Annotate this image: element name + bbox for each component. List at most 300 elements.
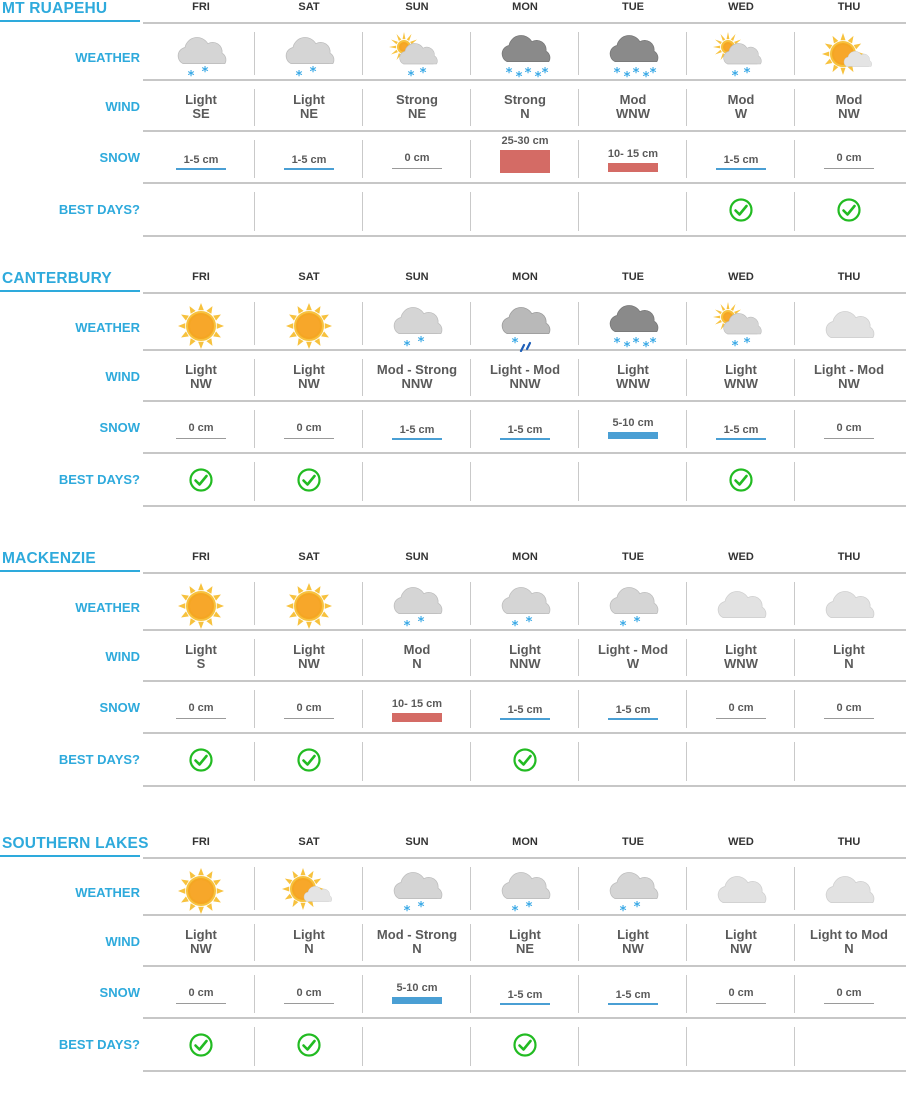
- snow-amount-bar: [608, 163, 658, 172]
- row-divider: [143, 732, 906, 734]
- check-icon: [513, 1033, 537, 1057]
- region-title: MACKENZIE: [2, 550, 96, 567]
- snow-row-label: SNOW: [99, 420, 140, 435]
- check-icon: [837, 198, 861, 222]
- snow-amount: 0 cm: [296, 422, 322, 434]
- wind-direction: NW: [298, 656, 320, 671]
- svg-text:*: *: [534, 70, 542, 82]
- column-divider: [362, 1027, 363, 1066]
- column-divider: [686, 302, 687, 345]
- row-divider: [143, 680, 906, 682]
- day-label: SUN: [405, 551, 429, 563]
- snow-amount-bar: [284, 718, 334, 719]
- snow-amount: 5-10 cm: [612, 417, 654, 429]
- check-icon: [297, 748, 321, 772]
- svg-text:*: *: [407, 69, 415, 82]
- day-label: THU: [837, 1, 861, 13]
- column-divider: [254, 867, 255, 910]
- wind-direction: NW: [190, 941, 212, 956]
- row-divider: [143, 182, 906, 184]
- svg-text:*: *: [743, 336, 751, 351]
- column-divider: [794, 1027, 795, 1066]
- wind-strength: Light: [725, 927, 757, 942]
- check-icon: [189, 468, 213, 492]
- column-divider: [578, 582, 579, 625]
- region-section: [0, 0, 910, 260]
- snow-amount: 0 cm: [836, 422, 862, 434]
- day-label: THU: [837, 271, 861, 283]
- snow-amount: 0 cm: [728, 702, 754, 714]
- snow-amount-bar: [608, 1003, 658, 1005]
- weather-row-label: WEATHER: [75, 50, 140, 65]
- wind-row-label: WIND: [105, 934, 140, 949]
- wind-direction: NE: [299, 106, 319, 121]
- cloud-light-snow-icon: [603, 867, 663, 917]
- svg-text:*: *: [295, 69, 303, 82]
- cloud-light-snow-icon: [387, 867, 447, 917]
- day-label: MON: [512, 1, 538, 13]
- svg-text:*: *: [632, 66, 640, 81]
- sun-cloud-snow-icon: [387, 32, 447, 82]
- cloud-icon: [711, 867, 771, 917]
- sun-cloud-icon: [819, 32, 879, 82]
- column-divider: [362, 192, 363, 231]
- column-divider: [794, 192, 795, 231]
- svg-text:*: *: [511, 619, 519, 632]
- region-title-underline: [0, 855, 140, 857]
- snow-amount: 1-5 cm: [507, 989, 543, 1001]
- snow-amount: 1-5 cm: [723, 424, 759, 436]
- wind-direction: NW: [190, 376, 212, 391]
- snow-amount: 1-5 cm: [507, 424, 543, 436]
- wind-direction: NW: [622, 941, 644, 956]
- region-title: MT RUAPEHU: [2, 0, 108, 17]
- svg-text:*: *: [524, 66, 532, 81]
- sun-icon: [171, 302, 231, 352]
- snow-amount-bar: [716, 718, 766, 719]
- svg-text:*: *: [633, 900, 641, 915]
- day-label: TUE: [622, 271, 644, 283]
- svg-text:*: *: [417, 335, 425, 350]
- day-label: SUN: [405, 271, 429, 283]
- wind-direction: SE: [192, 106, 210, 121]
- cloud-light-snow-icon: [387, 302, 447, 352]
- region-title: SOUTHERN LAKES: [2, 835, 149, 852]
- svg-text:*: *: [515, 70, 523, 82]
- column-divider: [254, 192, 255, 231]
- row-divider: [143, 965, 906, 967]
- wind-direction: WNW: [616, 376, 650, 391]
- wind-direction: S: [196, 656, 206, 671]
- wind-direction: NE: [515, 941, 535, 956]
- column-divider: [362, 582, 363, 625]
- wind-strength: Mod: [619, 92, 647, 107]
- sun-cloud-icon: [279, 867, 339, 917]
- wind-strength: Mod - Strong: [376, 927, 458, 942]
- snow-amount: 0 cm: [296, 702, 322, 714]
- day-label: WED: [728, 836, 754, 848]
- svg-text:*: *: [403, 904, 411, 917]
- svg-text:*: *: [403, 619, 411, 632]
- wind-direction: N: [304, 941, 314, 956]
- region-title-underline: [0, 20, 140, 22]
- column-divider: [362, 302, 363, 345]
- wind-direction: N: [844, 656, 854, 671]
- column-divider: [362, 462, 363, 501]
- row-divider: [143, 292, 906, 294]
- cloud-sleet-icon: [495, 302, 555, 352]
- weather-row-label: WEATHER: [75, 600, 140, 615]
- column-divider: [686, 742, 687, 781]
- snow-amount-bar: [284, 168, 334, 170]
- svg-text:*: *: [731, 69, 739, 82]
- row-divider: [143, 572, 906, 574]
- wind-strength: Light to Mod: [810, 927, 888, 942]
- row-divider: [143, 235, 906, 237]
- cloud-icon: [819, 582, 879, 632]
- snow-amount-bar: [176, 1003, 226, 1004]
- best-days-row-label: BEST DAYS?: [58, 1037, 140, 1052]
- wind-row-label: WIND: [105, 369, 140, 384]
- wind-direction: WNW: [616, 106, 650, 121]
- column-divider: [470, 192, 471, 231]
- day-label: WED: [728, 271, 754, 283]
- snow-amount-bar: [824, 168, 874, 169]
- wind-strength: Strong: [504, 92, 546, 107]
- column-divider: [794, 462, 795, 501]
- wind-strength: Mod: [835, 92, 863, 107]
- row-divider: [143, 857, 906, 859]
- svg-text:*: *: [613, 336, 621, 351]
- column-divider: [686, 192, 687, 231]
- best-days-row-label: BEST DAYS?: [58, 202, 140, 217]
- svg-text:*: *: [525, 900, 533, 915]
- wind-direction: W: [734, 106, 748, 121]
- check-icon: [189, 1033, 213, 1057]
- svg-text:*: *: [649, 336, 657, 351]
- wind-strength: Light: [833, 642, 865, 657]
- day-label: TUE: [622, 551, 644, 563]
- column-divider: [470, 867, 471, 910]
- wind-strength: Light: [185, 362, 217, 377]
- column-divider: [470, 462, 471, 501]
- sun-cloud-snow-icon: [711, 302, 771, 352]
- check-icon: [297, 1033, 321, 1057]
- svg-text:*: *: [541, 66, 549, 81]
- snow-amount-bar: [392, 713, 442, 722]
- column-divider: [254, 582, 255, 625]
- column-divider: [470, 302, 471, 345]
- cloud-icon: [819, 302, 879, 352]
- day-label: FRI: [192, 271, 210, 283]
- column-divider: [254, 32, 255, 75]
- column-divider: [578, 192, 579, 231]
- svg-text:*: *: [731, 339, 739, 352]
- column-divider: [794, 582, 795, 625]
- day-label: FRI: [192, 551, 210, 563]
- region-title-underline: [0, 290, 140, 292]
- wind-direction: N: [520, 106, 530, 121]
- snow-amount-bar: [824, 1003, 874, 1004]
- snow-row-label: SNOW: [99, 150, 140, 165]
- svg-text:*: *: [511, 336, 519, 351]
- svg-text:*: *: [187, 69, 195, 82]
- wind-direction: WNW: [724, 376, 758, 391]
- column-divider: [470, 742, 471, 781]
- day-label: SUN: [405, 836, 429, 848]
- region-section: [0, 835, 910, 1095]
- check-icon: [297, 468, 321, 492]
- snow-amount: 1-5 cm: [183, 154, 219, 166]
- dark-cloud-heavy-snow-icon: [603, 302, 663, 352]
- row-divider: [143, 452, 906, 454]
- column-divider: [362, 32, 363, 75]
- wind-strength: Mod: [727, 92, 755, 107]
- svg-text:*: *: [419, 66, 427, 81]
- day-label: SAT: [298, 551, 320, 563]
- snow-amount: 5-10 cm: [396, 982, 438, 994]
- wind-strength: Light: [185, 92, 217, 107]
- wind-strength: Light: [509, 642, 541, 657]
- check-icon: [729, 468, 753, 492]
- best-days-row-label: BEST DAYS?: [58, 752, 140, 767]
- wind-direction: N: [412, 656, 422, 671]
- snow-amount: 1-5 cm: [615, 989, 651, 1001]
- svg-text:*: *: [511, 904, 519, 917]
- cloud-light-snow-icon: [279, 32, 339, 82]
- snow-amount-bar: [824, 718, 874, 719]
- check-icon: [513, 748, 537, 772]
- snow-amount-bar: [176, 168, 226, 170]
- wind-row-label: WIND: [105, 99, 140, 114]
- cloud-light-snow-icon: [603, 582, 663, 632]
- wind-strength: Light - Mod: [489, 362, 561, 377]
- wind-strength: Light: [509, 927, 541, 942]
- day-label: WED: [728, 551, 754, 563]
- day-label: THU: [837, 836, 861, 848]
- column-divider: [794, 32, 795, 75]
- region-title-underline: [0, 570, 140, 572]
- svg-text:*: *: [201, 65, 209, 80]
- svg-text:*: *: [309, 65, 317, 80]
- best-days-row-label: BEST DAYS?: [58, 472, 140, 487]
- sun-cloud-snow-icon: [711, 32, 771, 82]
- wind-strength: Light: [293, 927, 325, 942]
- column-divider: [470, 1027, 471, 1066]
- svg-text:*: *: [613, 66, 621, 81]
- day-label: MON: [512, 551, 538, 563]
- wind-strength: Light - Mod: [597, 642, 669, 657]
- column-divider: [254, 742, 255, 781]
- wind-direction: NE: [407, 106, 427, 121]
- column-divider: [578, 1027, 579, 1066]
- sun-icon: [171, 867, 231, 917]
- svg-text:*: *: [642, 70, 650, 82]
- sun-icon: [279, 302, 339, 352]
- cloud-icon: [819, 867, 879, 917]
- column-divider: [470, 32, 471, 75]
- column-divider: [362, 867, 363, 910]
- wind-direction: NNW: [401, 376, 433, 391]
- day-label: TUE: [622, 1, 644, 13]
- svg-text:*: *: [743, 66, 751, 81]
- wind-strength: Light: [185, 642, 217, 657]
- snow-amount-bar: [500, 718, 550, 720]
- snow-amount: 0 cm: [836, 987, 862, 999]
- wind-strength: Light: [293, 92, 325, 107]
- wind-strength: Mod - Strong: [376, 362, 458, 377]
- wind-direction: W: [626, 656, 640, 671]
- snow-amount: 1-5 cm: [399, 424, 435, 436]
- wind-strength: Light: [725, 362, 757, 377]
- cloud-icon: [711, 582, 771, 632]
- sun-icon: [171, 582, 231, 632]
- svg-text:*: *: [633, 615, 641, 630]
- column-divider: [794, 867, 795, 910]
- snow-amount-bar: [284, 438, 334, 439]
- wind-direction: N: [844, 941, 854, 956]
- snow-amount-bar: [716, 1003, 766, 1004]
- check-icon: [729, 198, 753, 222]
- day-label: SAT: [298, 836, 320, 848]
- snow-amount-bar: [392, 997, 442, 1004]
- day-label: SAT: [298, 271, 320, 283]
- column-divider: [686, 867, 687, 910]
- svg-text:*: *: [619, 619, 627, 632]
- snow-amount: 0 cm: [188, 422, 214, 434]
- snow-amount: 1-5 cm: [507, 704, 543, 716]
- cloud-light-snow-icon: [387, 582, 447, 632]
- wind-direction: NW: [730, 941, 752, 956]
- cloud-light-snow-icon: [495, 582, 555, 632]
- wind-direction: NNW: [509, 376, 541, 391]
- row-divider: [143, 505, 906, 507]
- snow-amount: 0 cm: [728, 987, 754, 999]
- svg-text:*: *: [417, 615, 425, 630]
- wind-strength: Light: [293, 642, 325, 657]
- svg-text:*: *: [403, 339, 411, 352]
- column-divider: [578, 302, 579, 345]
- day-label: SUN: [405, 1, 429, 13]
- column-divider: [254, 302, 255, 345]
- snow-amount-bar: [716, 438, 766, 440]
- wind-strength: Mod: [403, 642, 431, 657]
- cloud-light-snow-icon: [171, 32, 231, 82]
- snow-amount-bar: [500, 150, 550, 173]
- svg-text:*: *: [623, 340, 631, 352]
- column-divider: [578, 462, 579, 501]
- column-divider: [254, 1027, 255, 1066]
- snow-amount-bar: [608, 432, 658, 439]
- day-label: MON: [512, 271, 538, 283]
- day-label: MON: [512, 836, 538, 848]
- day-label: SAT: [298, 1, 320, 13]
- column-divider: [578, 867, 579, 910]
- wind-direction: NW: [838, 106, 860, 121]
- wind-strength: Light: [617, 927, 649, 942]
- row-divider: [143, 1017, 906, 1019]
- snow-amount: 25-30 cm: [501, 135, 549, 147]
- snow-amount: 0 cm: [296, 987, 322, 999]
- region-title: CANTERBURY: [2, 270, 112, 287]
- svg-text:*: *: [649, 66, 657, 81]
- wind-strength: Light - Mod: [813, 362, 885, 377]
- snow-amount: 0 cm: [836, 152, 862, 164]
- snow-amount: 1-5 cm: [615, 704, 651, 716]
- snow-amount-bar: [392, 438, 442, 440]
- snow-amount: 0 cm: [188, 702, 214, 714]
- wind-direction: NW: [298, 376, 320, 391]
- snow-amount-bar: [608, 718, 658, 720]
- snow-amount-bar: [392, 168, 442, 169]
- day-label: FRI: [192, 1, 210, 13]
- column-divider: [254, 462, 255, 501]
- day-label: THU: [837, 551, 861, 563]
- day-label: WED: [728, 1, 754, 13]
- row-divider: [143, 22, 906, 24]
- column-divider: [578, 742, 579, 781]
- snow-amount: 0 cm: [404, 152, 430, 164]
- dark-cloud-heavy-snow-icon: [495, 32, 555, 82]
- svg-text:*: *: [632, 336, 640, 351]
- svg-text:*: *: [505, 66, 513, 81]
- snow-amount-bar: [824, 438, 874, 439]
- region-section: [0, 270, 910, 530]
- snow-row-label: SNOW: [99, 700, 140, 715]
- snow-amount: 10- 15 cm: [391, 698, 443, 710]
- column-divider: [686, 1027, 687, 1066]
- snow-amount: 0 cm: [188, 987, 214, 999]
- svg-text:*: *: [417, 900, 425, 915]
- wind-direction: NNW: [509, 656, 541, 671]
- day-label: FRI: [192, 836, 210, 848]
- wind-strength: Light: [725, 642, 757, 657]
- snow-amount: 0 cm: [836, 702, 862, 714]
- wind-direction: WNW: [724, 656, 758, 671]
- wind-strength: Strong: [396, 92, 438, 107]
- column-divider: [686, 582, 687, 625]
- wind-direction: N: [412, 941, 422, 956]
- column-divider: [578, 32, 579, 75]
- column-divider: [686, 32, 687, 75]
- svg-text:*: *: [642, 340, 650, 352]
- day-label: TUE: [622, 836, 644, 848]
- row-divider: [143, 785, 906, 787]
- sun-icon: [279, 582, 339, 632]
- wind-strength: Light: [185, 927, 217, 942]
- weather-row-label: WEATHER: [75, 885, 140, 900]
- column-divider: [794, 302, 795, 345]
- svg-text:*: *: [623, 70, 631, 82]
- snow-amount-bar: [716, 168, 766, 170]
- snow-row-label: SNOW: [99, 985, 140, 1000]
- check-icon: [189, 748, 213, 772]
- snow-amount-bar: [176, 718, 226, 719]
- snow-amount-bar: [176, 438, 226, 439]
- row-divider: [143, 400, 906, 402]
- dark-cloud-heavy-snow-icon: [603, 32, 663, 82]
- column-divider: [362, 742, 363, 781]
- snow-amount: 10- 15 cm: [607, 148, 659, 160]
- wind-strength: Light: [617, 362, 649, 377]
- snow-amount: 1-5 cm: [723, 154, 759, 166]
- wind-strength: Light: [293, 362, 325, 377]
- svg-text:*: *: [619, 904, 627, 917]
- weather-row-label: WEATHER: [75, 320, 140, 335]
- column-divider: [794, 742, 795, 781]
- svg-text:*: *: [525, 615, 533, 630]
- cloud-light-snow-icon: [495, 867, 555, 917]
